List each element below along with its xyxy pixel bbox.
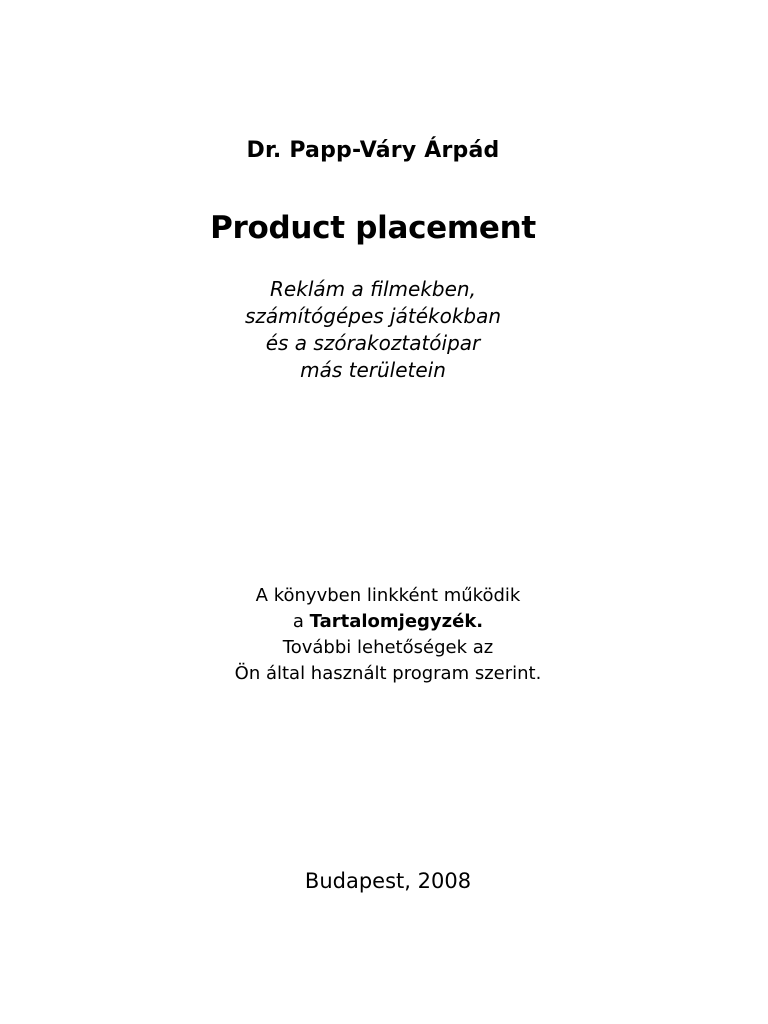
- table-of-contents-link[interactable]: Tartalomjegyzék.: [309, 611, 484, 632]
- subtitle-line: más területein: [300, 358, 446, 382]
- navigation-note: [0, 583, 768, 687]
- note-line: További lehetőségek az: [282, 637, 494, 658]
- author-name: Dr. Papp-Váry Árpád: [246, 138, 500, 163]
- publication-place-year: Budapest, 2008: [304, 869, 472, 893]
- book-title: Product placement: [210, 210, 536, 246]
- subtitle-line: Reklám a filmekben,: [270, 277, 476, 301]
- subtitle-line: és a szórakoztatóipar: [265, 331, 481, 355]
- note-line: Ön által használt program szerint.: [234, 663, 542, 684]
- subtitle-line: számítógépes játékokban: [244, 304, 502, 328]
- note-prefix: a: [292, 611, 310, 632]
- note-line: A könyvben linkként működik: [255, 585, 521, 606]
- note-line-toc: [0, 609, 768, 635]
- book-subtitle: [0, 276, 746, 384]
